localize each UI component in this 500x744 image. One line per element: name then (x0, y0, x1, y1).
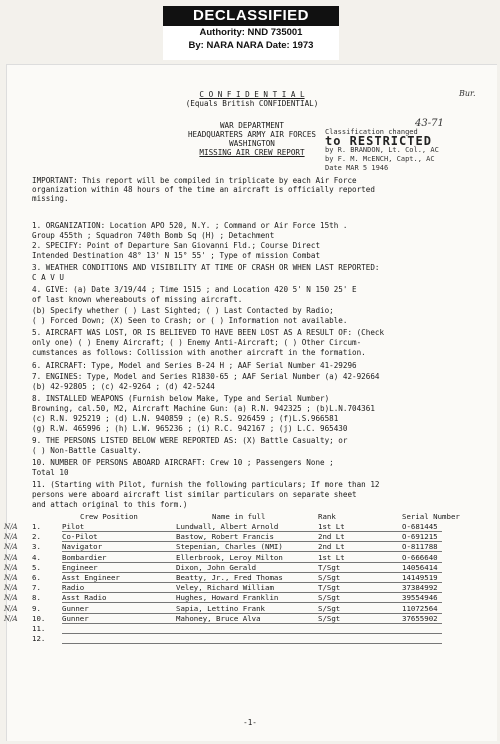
crew-serial: O-811788 (402, 542, 438, 552)
item-4-whereabouts: of last known whereabouts of missing aircraft. (32, 295, 243, 304)
item-2-destination: Intended Destination 48° 13' N 15° 55' ; Type of mission Combat (32, 251, 321, 260)
item-11-instructions-3: and attach original to this form.) (32, 500, 188, 509)
stamp-date: Date MAR 5 1946 (325, 164, 389, 172)
crew-name: Stepenian, Charles (NMI) (176, 542, 283, 552)
crew-table-header (0, 512, 490, 522)
crew-rank: S/Sgt (318, 603, 341, 613)
crew-rank: S/Sgt (318, 573, 341, 582)
crew-header-name: Name in full (212, 512, 266, 521)
stamp-line-3: by R. BRANDON, Lt. Col., AC (325, 146, 439, 154)
crew-rank: S/Sgt (318, 593, 341, 603)
crew-serial: 37655902 (402, 613, 438, 623)
crew-row (0, 604, 490, 614)
crew-row-number: 3. (32, 542, 41, 552)
crew-position: Gunner (62, 613, 89, 623)
crew-row-number: 12. (32, 634, 46, 644)
crew-name: Mahoney, Bruce Alva (176, 613, 261, 623)
item-9-persons-status: 9. THE PERSONS LISTED BELOW WERE REPORTED AS: (X) Battle Casualty; or (32, 436, 348, 445)
crew-row-number: 8. (32, 593, 41, 603)
crew-name: Lundwall, Albert Arnold (176, 522, 279, 531)
crew-row-number: 7. (32, 583, 41, 593)
item-3-weather: 3. WEATHER CONDITIONS AND VISIBILITY AT TIME OF CRASH OR WHEN LAST REPORTED: (32, 263, 380, 272)
stamp-line-4: by F. M. McENCH, Capt., AC (325, 155, 435, 163)
item-2-departure: 2. SPECIFY: Point of Departure San Giovanni Fld.; Course Direct (32, 241, 321, 250)
crew-header-rank: Rank (318, 512, 336, 521)
crew-name: Ellerbrook, Leroy Milton (176, 552, 283, 562)
crew-row (0, 522, 490, 532)
crew-serial: O-691215 (402, 532, 438, 542)
department-line-2: HEADQUARTERS ARMY AIR FORCES (187, 130, 316, 139)
crew-row (0, 634, 490, 644)
item-7-engine-serials: (b) 42-92805 ; (c) 42-9264 ; (d) 42-5244 (32, 382, 215, 391)
item-10-total: Total 10 (32, 468, 69, 477)
item-3-value: C A V U (32, 273, 65, 282)
item-11-instructions-2: persons were aboard aircraft list similar particulars on separate sheet (32, 490, 357, 499)
department-line-3: WASHINGTON (229, 139, 275, 148)
crew-name: Dixon, John Gerald (176, 562, 257, 572)
corner-handwriting: Bur. (459, 89, 476, 98)
crew-position: Engineer (62, 562, 98, 572)
crew-row (0, 583, 490, 593)
crew-rank: 2nd Lt (318, 532, 345, 542)
item-8-weapons-a-b: Browning, cal.50, M2, Aircraft Machine Gun: (a) R.N. 942325 ; (b)L.N.704361 (32, 404, 375, 413)
item-4b-options: ( ) Forced Down; (X) Seen to Crash; or ( ) Information not available. (32, 316, 348, 325)
crew-na-mark: N/A (4, 523, 18, 531)
crew-row-rule (62, 643, 442, 644)
crew-rank: 1st Lt (318, 522, 345, 531)
crew-position: Radio (62, 583, 85, 593)
crew-na-mark: N/A (4, 614, 18, 623)
crew-na-mark: N/A (4, 604, 18, 613)
item-4b-specify: (b) Specify whether ( ) Last Sighted; ( ) Last Contacted by Radio; (32, 306, 334, 315)
crew-na-mark: N/A (4, 584, 18, 593)
crew-position: Asst Radio (62, 593, 107, 603)
item-5-circumstances: cumstances as follows: Collission with another aircraft in the formation. (32, 348, 366, 357)
crew-name: Beatty, Jr., Fred Thomas (176, 573, 283, 582)
item-4-date-time: 4. GIVE: (a) Date 3/19/44 ; Time 1515 ; and Location 420 5' N 150 25' E (32, 285, 357, 294)
important-line-2: organization within 48 hours of the time an aircraft is officially reported (32, 185, 375, 194)
crew-row (0, 593, 490, 603)
crew-row-number: 10. (32, 613, 46, 623)
file-number-handwriting: 43-71 (415, 118, 444, 129)
crew-na-mark: N/A (4, 563, 18, 572)
crew-row-number: 4. (32, 552, 41, 562)
confidential-subheading: (Equals British CONFIDENTIAL) (185, 99, 319, 108)
crew-rank: T/Sgt (318, 583, 341, 593)
declassified-by: By: NARA NARA Date: 1973 (188, 40, 314, 51)
crew-na-mark: N/A (4, 553, 18, 562)
crew-serial: 37384992 (402, 583, 438, 593)
crew-serial: 11072564 (402, 603, 438, 613)
crew-na-mark: N/A (4, 533, 18, 542)
crew-row-number: 11. (32, 624, 46, 633)
crew-header-serial: Serial Number (402, 512, 460, 521)
crew-row (0, 542, 490, 552)
crew-row-number: 1. (32, 522, 41, 531)
crew-row (0, 553, 490, 563)
crew-row (0, 624, 490, 634)
crew-row-number: 5. (32, 562, 41, 572)
important-line-1: IMPORTANT: This report will be compiled in triplicate by each Air Force (32, 176, 357, 185)
crew-serial: O-681445 (402, 522, 438, 531)
crew-name: Sapia, Lettino Frank (176, 603, 265, 613)
item-9-non-battle: ( ) Non-Battle Casualty. (32, 446, 142, 455)
crew-position: Navigator (62, 542, 103, 552)
crew-row (0, 563, 490, 573)
report-title: MISSING AIR CREW REPORT (199, 148, 305, 157)
item-8-weapons-c-f: (c) R.N. 925219 ; (d) L.N. 940859 ; (e) R.S. 926459 ; (f)L.S.966581 (32, 414, 339, 423)
crew-name: Veley, Richard William (176, 583, 274, 593)
item-11-instructions-1: 11. (Starting with Pilot, furnish the following particulars; If more than 12 (32, 480, 380, 489)
crew-name: Hughes, Howard Franklin (176, 593, 279, 603)
crew-row-number: 2. (32, 532, 41, 542)
declassified-title: DECLASSIFIED (163, 6, 339, 26)
item-7-engines: 7. ENGINES: Type, Model and Series R1830-65 ; AAF Serial Number (a) 42-92664 (32, 372, 380, 381)
crew-row (0, 614, 490, 624)
crew-row-number: 6. (32, 573, 41, 582)
crew-rank: T/Sgt (318, 562, 341, 572)
crew-serial: O-666640 (402, 552, 438, 562)
stamp-restricted: to RESTRICTED (325, 134, 432, 148)
crew-row (0, 532, 490, 542)
crew-rank: 2nd Lt (318, 542, 345, 552)
item-8-weapons-g-j: (g) R.W. 465996 ; (h) L.W. 965236 ; (i) R.C. 942167 ; (j) L.C. 965430 (32, 424, 348, 433)
crew-position: Gunner (62, 603, 89, 613)
declassified-stamp (163, 6, 339, 60)
crew-header-position: Crew Position (80, 512, 138, 521)
item-5-options: only one) ( ) Enemy Aircraft; ( ) Enemy Anti-Aircraft; ( ) Other Circum- (32, 338, 362, 347)
crew-rank: 1st Lt (318, 552, 345, 562)
item-1-organization: 1. ORGANIZATION: Location APO 520, N.Y. ; Command or Air Force 15th . (32, 221, 348, 230)
crew-position: Asst Engineer (62, 573, 120, 582)
declassified-authority: Authority: NND 735001 (199, 27, 303, 38)
crew-position: Bombardier (62, 552, 107, 562)
crew-serial: 14149519 (402, 573, 438, 582)
crew-rank: S/Sgt (318, 613, 341, 623)
crew-position: Pilot (62, 522, 85, 531)
stamp-line-1: Classification changed (325, 128, 418, 136)
crew-row (0, 573, 490, 583)
item-10-persons-aboard: 10. NUMBER OF PERSONS ABOARD AIRCRAFT: Crew 10 ; Passengers None ; (32, 458, 334, 467)
crew-na-mark: N/A (4, 543, 18, 552)
crew-serial: 39554946 (402, 593, 438, 603)
item-5-cause: 5. AIRCRAFT WAS LOST, OR IS BELIEVED TO HAVE BEEN LOST AS A RESULT OF: (Check (32, 328, 385, 337)
crew-row-number: 9. (32, 603, 41, 613)
crew-serial: 14056414 (402, 562, 438, 572)
important-line-3: missing. (32, 194, 69, 203)
item-6-aircraft: 6. AIRCRAFT: Type, Model and Series B-24 H ; AAF Serial Number 41-29296 (32, 361, 357, 370)
crew-position: Co-Pilot (62, 532, 98, 542)
crew-na-mark: N/A (4, 574, 18, 582)
page-number: -1- (243, 718, 257, 727)
classification-stamp (325, 128, 439, 173)
crew-na-mark: N/A (4, 594, 18, 603)
department-line-1: WAR DEPARTMENT (219, 121, 284, 130)
item-1-group: Group 455th ; Squadron 740th Bomb Sq (H) ; Detachment (32, 231, 275, 240)
item-8-weapons: 8. INSTALLED WEAPONS (Furnish below Make, Type and Serial Number) (32, 394, 330, 403)
confidential-heading: C O N F I D E N T I A L (199, 90, 305, 99)
crew-name: Bastow, Robert Francis (176, 532, 274, 542)
